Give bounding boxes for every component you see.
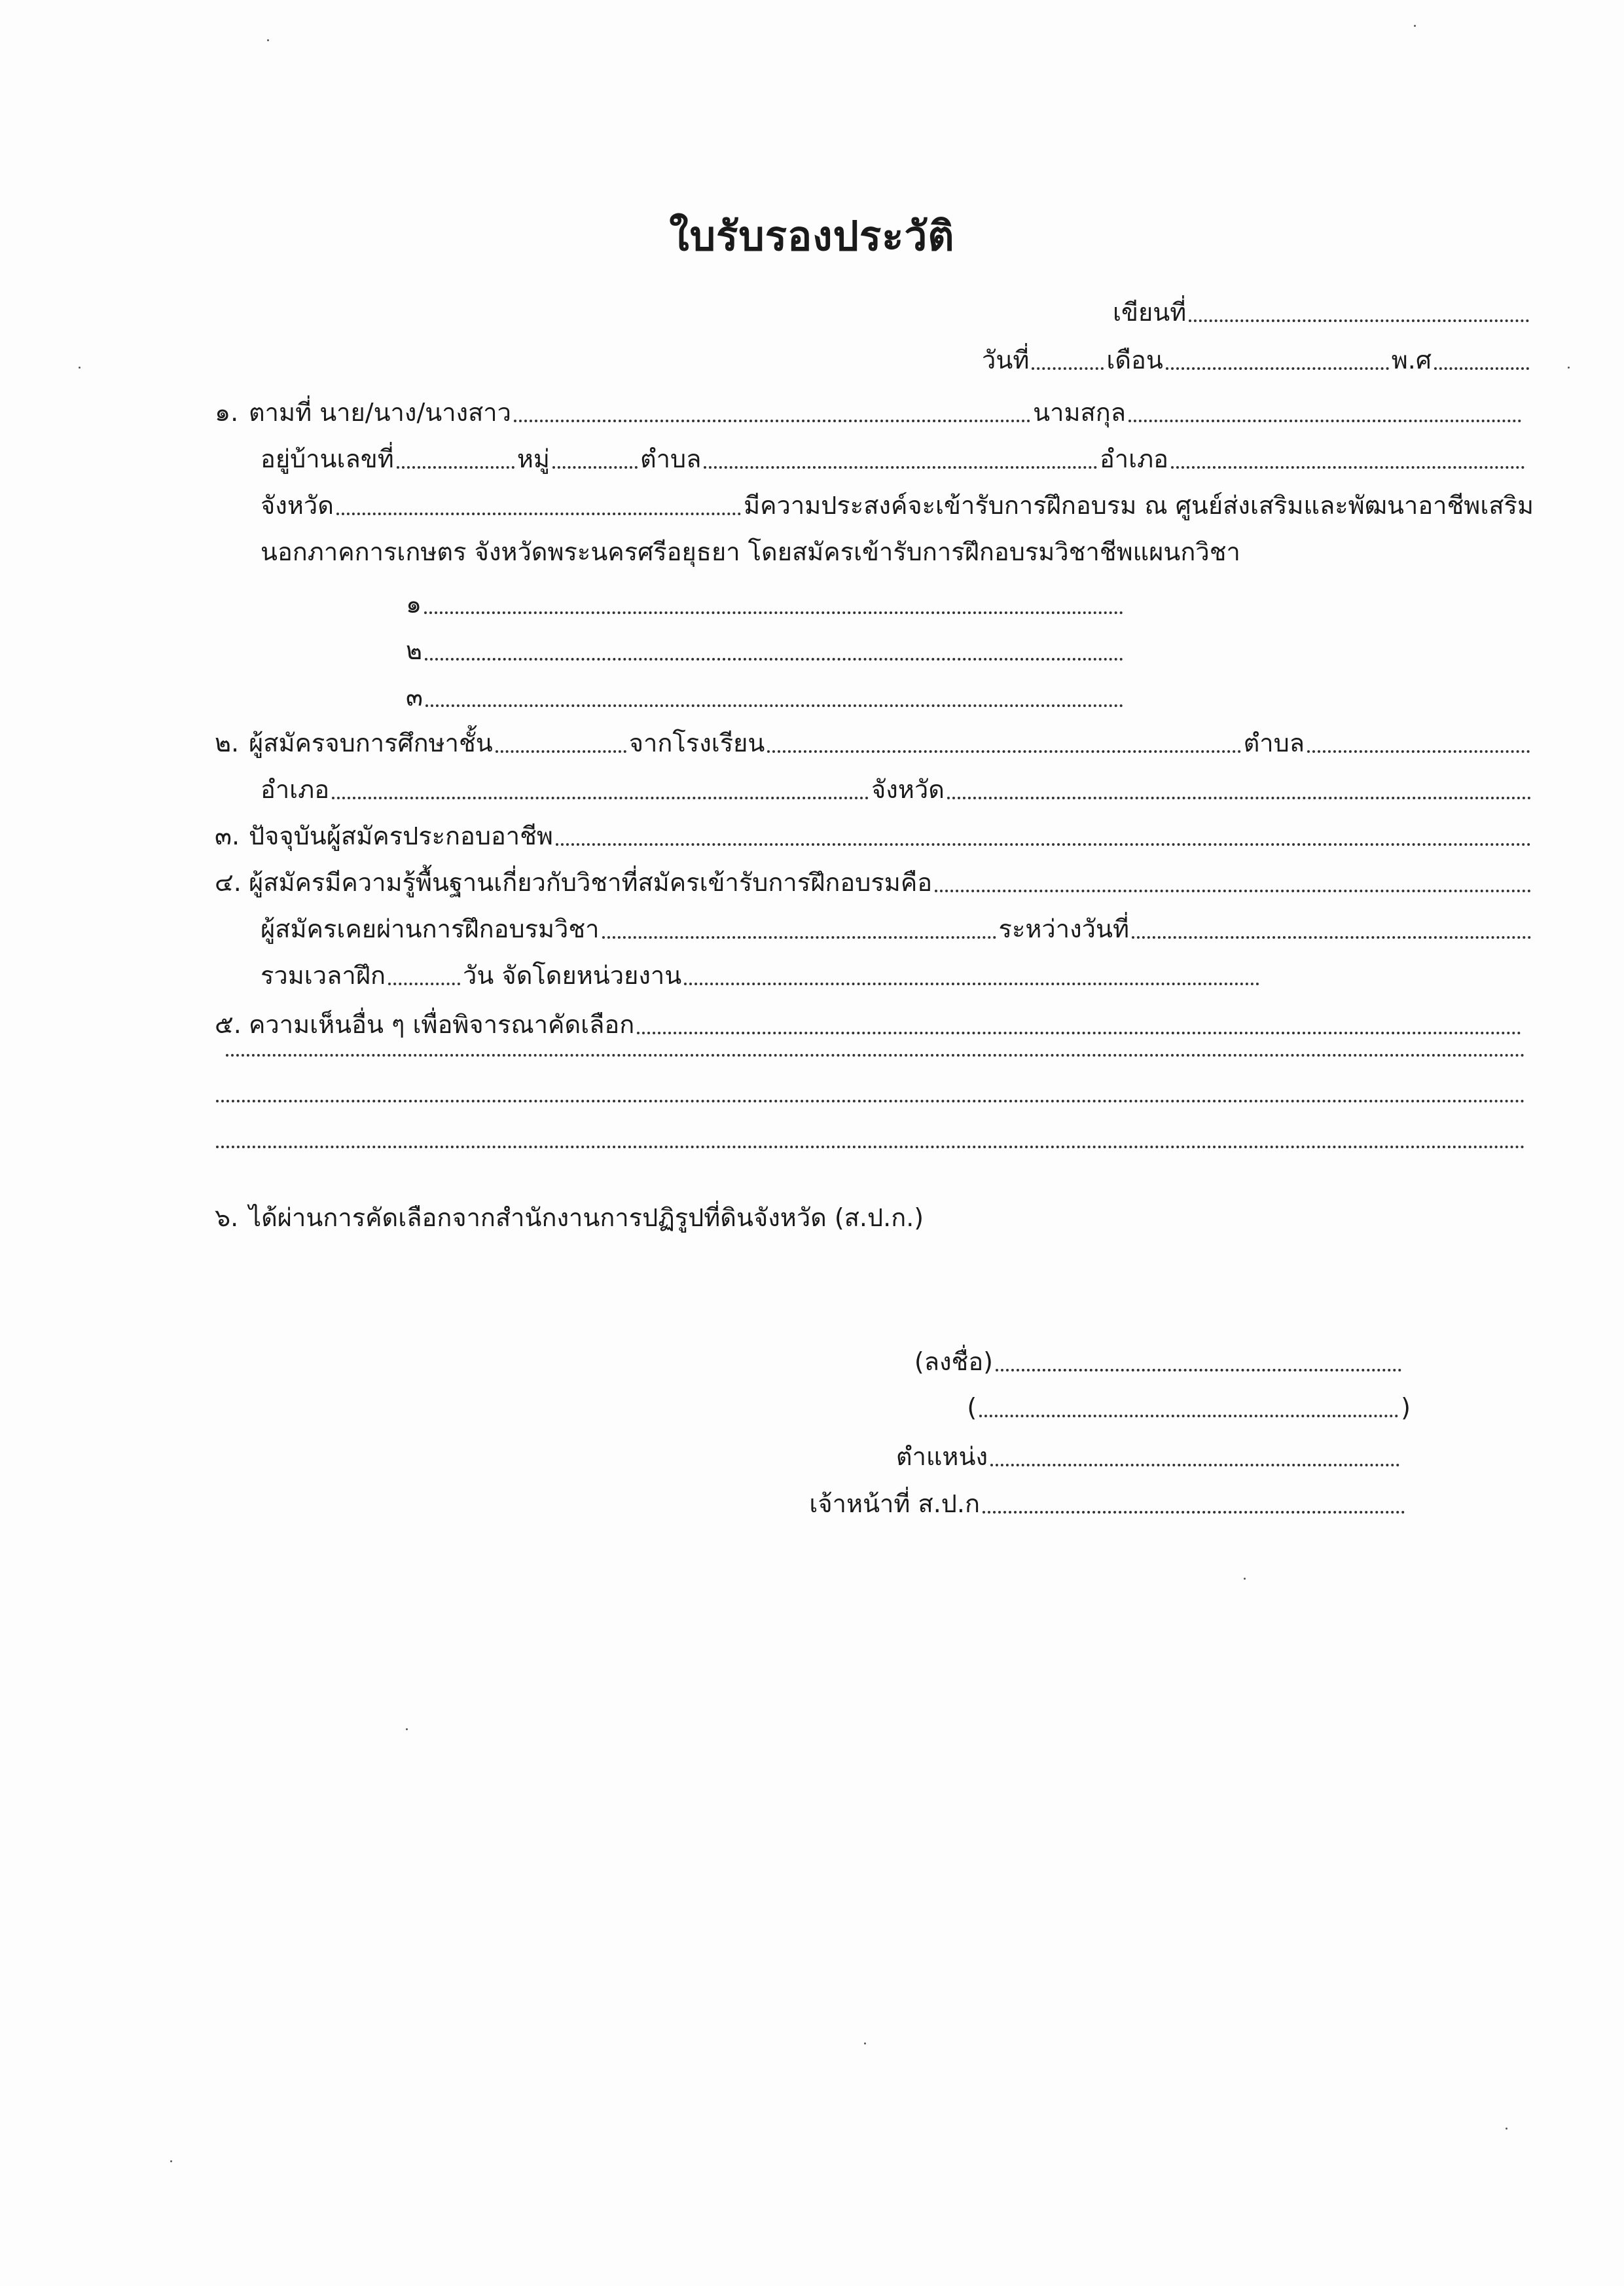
school-tambon-label: ตำบล bbox=[1243, 729, 1305, 757]
province-intent-row bbox=[261, 489, 1534, 522]
education-label: ผู้สมัครจบการศึกษาชั้น bbox=[249, 729, 493, 757]
province-field[interactable] bbox=[336, 513, 741, 515]
knowledge-label: ผู้สมัครมีความรู้พื้นฐานเกี่ยวกับวิชาที่สมัครเข้ารับการฝึกอบรมคือ bbox=[249, 868, 933, 897]
printed-name-field[interactable] bbox=[979, 1415, 1398, 1417]
officer-row bbox=[753, 1487, 1407, 1520]
section4-knowledge-row bbox=[215, 866, 1534, 899]
signature-row bbox=[851, 1345, 1404, 1378]
school-amphoe-label: อำเภอ bbox=[261, 775, 330, 804]
scan-speck bbox=[406, 1728, 408, 1730]
section6-row bbox=[215, 1201, 1066, 1234]
scan-speck bbox=[267, 39, 269, 41]
scan-speck bbox=[1506, 2128, 1507, 2130]
opinion-extra-field[interactable] bbox=[226, 1054, 1525, 1057]
school-label: จากโรงเรียน bbox=[628, 729, 765, 757]
organizer-field[interactable] bbox=[684, 983, 1259, 985]
province-label: จังหวัด bbox=[261, 491, 334, 520]
surname-label: นามสกุล bbox=[1033, 398, 1126, 427]
written-at-field[interactable] bbox=[1189, 319, 1529, 322]
course-option-row-2 bbox=[406, 634, 1126, 667]
officer-field[interactable] bbox=[983, 1511, 1405, 1514]
first-name-field[interactable] bbox=[514, 420, 1030, 422]
year-label: พ.ศ bbox=[1391, 346, 1432, 374]
training-dates-label: ระหว่างวันที่ bbox=[998, 915, 1129, 943]
opinion-extra-field[interactable] bbox=[216, 1100, 1525, 1102]
opinion-extra-line-3 bbox=[216, 1146, 1525, 1148]
training-dates-field[interactable] bbox=[1132, 936, 1531, 939]
scan-speck bbox=[1568, 367, 1570, 369]
date-field[interactable] bbox=[1032, 367, 1104, 370]
school-amphoe-field[interactable] bbox=[332, 797, 869, 799]
month-field[interactable] bbox=[1166, 367, 1389, 370]
intent-continued-row bbox=[261, 535, 1534, 568]
section2-number: ๒. bbox=[215, 729, 240, 757]
intent-text: มีความประสงค์จะเข้ารับการฝึกอบรม ณ ศูนย์ส่งเสริมและพัฒนาอาชีพเสริม bbox=[744, 491, 1534, 520]
knowledge-field[interactable] bbox=[935, 890, 1531, 892]
section5-number: ๕. bbox=[215, 1010, 242, 1039]
year-field[interactable] bbox=[1434, 367, 1529, 370]
address-row bbox=[261, 443, 1527, 475]
training-duration-row bbox=[261, 959, 1262, 992]
section3-occupation-row bbox=[215, 820, 1534, 852]
written-at-row bbox=[1113, 296, 1532, 329]
surname-field[interactable] bbox=[1128, 420, 1521, 422]
section5-opinion-row bbox=[215, 1008, 1524, 1041]
tambon-label: ตำบล bbox=[640, 444, 702, 473]
school-province-label: จังหวัด bbox=[871, 775, 945, 804]
printed-name-row bbox=[851, 1391, 1411, 1424]
course-option-field[interactable] bbox=[425, 704, 1123, 707]
course-option-number: ๓ bbox=[406, 683, 423, 712]
course-option-row-3 bbox=[406, 681, 1126, 714]
form-title: ใบรับรองประวัติ bbox=[669, 212, 955, 260]
opinion-extra-line-2 bbox=[216, 1100, 1525, 1102]
signature-label: (ลงชื่อ) bbox=[914, 1347, 993, 1376]
house-no-label: อยู่บ้านเลขที่ bbox=[261, 444, 394, 473]
opinion-label: ความเห็นอื่น ๆ เพื่อพิจารณาคัดเลือก bbox=[249, 1010, 635, 1039]
open-paren: ( bbox=[967, 1393, 977, 1422]
school-location-row bbox=[261, 773, 1534, 806]
section1-number: ๑. bbox=[215, 398, 239, 427]
course-option-number: ๑ bbox=[406, 590, 422, 619]
date-label: วันที่ bbox=[982, 346, 1030, 374]
written-at-label: เขียนที่ bbox=[1113, 298, 1187, 327]
past-training-label: ผู้สมัครเคยผ่านการฝึกอบรมวิชา bbox=[261, 915, 600, 943]
scan-speck bbox=[1414, 25, 1416, 27]
training-duration-label: รวมเวลาฝึก bbox=[261, 961, 386, 990]
officer-label: เจ้าหน้าที่ ส.ป.ก bbox=[809, 1489, 980, 1518]
scan-speck bbox=[79, 367, 81, 369]
past-training-row bbox=[261, 913, 1534, 945]
course-option-field[interactable] bbox=[425, 658, 1123, 661]
school-province-field[interactable] bbox=[947, 797, 1531, 799]
house-no-field[interactable] bbox=[397, 466, 514, 469]
amphoe-label: อำเภอ bbox=[1099, 444, 1168, 473]
occupation-field[interactable] bbox=[556, 843, 1531, 846]
scan-speck bbox=[170, 2160, 172, 2162]
organizer-label: วัน จัดโดยหน่วยงาน bbox=[463, 961, 682, 990]
occupation-label: ปัจจุบันผู้สมัครประกอบอาชีพ bbox=[249, 822, 553, 850]
course-option-number: ๒ bbox=[406, 636, 423, 665]
amphoe-field[interactable] bbox=[1171, 466, 1525, 469]
section4-number: ๔. bbox=[215, 868, 242, 897]
intent-text-continued: นอกภาคการเกษตร จังหวัดพระนครศรีอยุธยา โดยสมัครเข้ารับการฝึกอบรมวิชาชีพแผนกวิชา bbox=[261, 537, 1240, 566]
selection-passed-text: ได้ผ่านการคัดเลือกจากสำนักงานการปฏิรูปที่ดินจังหวัด (ส.ป.ก.) bbox=[249, 1203, 924, 1232]
position-row bbox=[851, 1440, 1402, 1473]
opinion-field[interactable] bbox=[637, 1032, 1521, 1034]
opinion-extra-field[interactable] bbox=[216, 1146, 1525, 1148]
tambon-field[interactable] bbox=[704, 466, 1097, 469]
close-paren: ) bbox=[1401, 1393, 1411, 1422]
course-option-row-1 bbox=[406, 588, 1126, 621]
section3-number: ๓. bbox=[215, 822, 240, 850]
scan-speck bbox=[864, 2042, 866, 2044]
section1-name-row bbox=[215, 396, 1524, 429]
past-training-field[interactable] bbox=[602, 936, 996, 939]
signature-field[interactable] bbox=[996, 1369, 1401, 1371]
month-label: เดือน bbox=[1106, 346, 1163, 374]
date-row bbox=[982, 344, 1532, 376]
school-field[interactable] bbox=[767, 750, 1240, 753]
position-label: ตำแหน่ง bbox=[895, 1442, 988, 1471]
course-option-field[interactable] bbox=[424, 611, 1123, 614]
opinion-extra-line-1 bbox=[226, 1054, 1525, 1057]
moo-label: หมู่ bbox=[516, 444, 550, 473]
education-field[interactable] bbox=[496, 750, 626, 753]
section6-number: ๖. bbox=[215, 1203, 239, 1232]
training-days-field[interactable] bbox=[388, 983, 460, 985]
school-tambon-field[interactable] bbox=[1307, 750, 1530, 753]
section2-education-row bbox=[215, 727, 1532, 759]
scan-speck bbox=[1244, 1578, 1246, 1580]
name-prefix-label: ตามที่ นาย/นาง/นางสาว bbox=[249, 398, 511, 427]
moo-field[interactable] bbox=[552, 466, 638, 469]
position-field[interactable] bbox=[990, 1464, 1399, 1466]
